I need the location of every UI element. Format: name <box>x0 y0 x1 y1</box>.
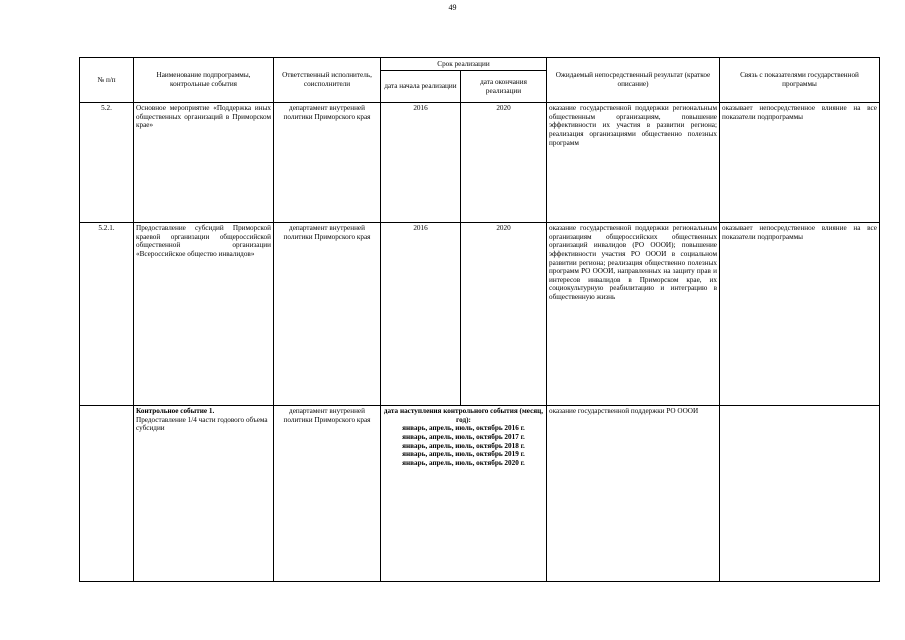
table-row <box>80 406 880 582</box>
header-result: Ожидаемый непосредственный результат (краткое описание) <box>547 58 720 103</box>
control-event-date: январь, апрель, июль, октябрь 2016 г. <box>402 424 525 433</box>
row-result: оказание государственной поддержки региональным организациям общероссийских общественных организаций инвалидов (РО ОООИ); повышение эффективности участия РО ОООИ в социальном развитии региона; реализация общественно полезных программ РО ОООИ, направленных на защиту прав и интересов инвалидов в Приморском крае, их социокультурную реабилитацию и интеграцию в общественную жизнь <box>547 223 720 406</box>
control-event-date-heading: дата наступления контрольного события (месяц, год): <box>383 407 544 424</box>
page-number: 49 <box>448 3 457 12</box>
row-name: Предоставление субсидий Приморской краевой организации общероссийской общественной организации «Всероссийское общество инвалидов» <box>134 223 274 406</box>
row-responsible: департамент внутренней политики Приморского края <box>274 406 381 582</box>
control-event-dates <box>381 406 547 582</box>
control-event-date: январь, апрель, июль, октябрь 2019 г. <box>402 450 525 459</box>
control-event-date: январь, апрель, июль, октябрь 2017 г. <box>402 432 525 441</box>
row-link <box>720 406 880 582</box>
row-number: 5.2.1. <box>80 223 134 406</box>
header-responsible: Ответственный исполнитель, соисполнители <box>274 58 381 103</box>
header-number: № п/п <box>80 58 134 103</box>
control-event-date: январь, апрель, июль, октябрь 2018 г. <box>402 441 525 450</box>
row-result: оказание государственной поддержки региональным общественным организациям, повышение эффективности их участия в развитии региона; реализация организациями общественно полезных программ <box>547 103 720 223</box>
row-end-year: 2020 <box>461 103 547 223</box>
row-responsible: департамент внутренней политики Приморского края <box>274 103 381 223</box>
header-link: Связь с показателями государственной программы <box>720 58 880 103</box>
row-link: оказывает непосредственное влияние на все показатели подпрограммы <box>720 223 880 406</box>
header-start: дата начала реализации <box>381 71 461 103</box>
header-period: Срок реализации <box>381 58 547 71</box>
row-responsible: департамент внутренней политики Приморского края <box>274 223 381 406</box>
row-number <box>80 406 134 582</box>
table-row <box>80 103 880 223</box>
header-name: Наименование подпрограммы, контрольные события <box>134 58 274 103</box>
program-events-table <box>79 57 880 582</box>
row-end-year: 2020 <box>461 223 547 406</box>
row-name: Основное мероприятие «Поддержка иных общественных организаций в Приморском крае» <box>134 103 274 223</box>
control-event-description: Предоставление 1/4 части годового объема субсидии <box>136 415 268 433</box>
row-start-year: 2016 <box>381 103 461 223</box>
row-result: оказание государственной поддержки РО ОООИ <box>547 406 720 582</box>
row-number: 5.2. <box>80 103 134 223</box>
row-link: оказывает непосредственное влияние на все показатели подпрограммы <box>720 103 880 223</box>
control-event-date: январь, апрель, июль, октябрь 2020 г. <box>402 458 525 467</box>
row-start-year: 2016 <box>381 223 461 406</box>
table-row <box>80 223 880 406</box>
control-event-title: Контрольное событие 1. <box>136 407 215 415</box>
row-name-cell <box>134 406 274 582</box>
header-end: дата окончания реализации <box>461 71 547 103</box>
